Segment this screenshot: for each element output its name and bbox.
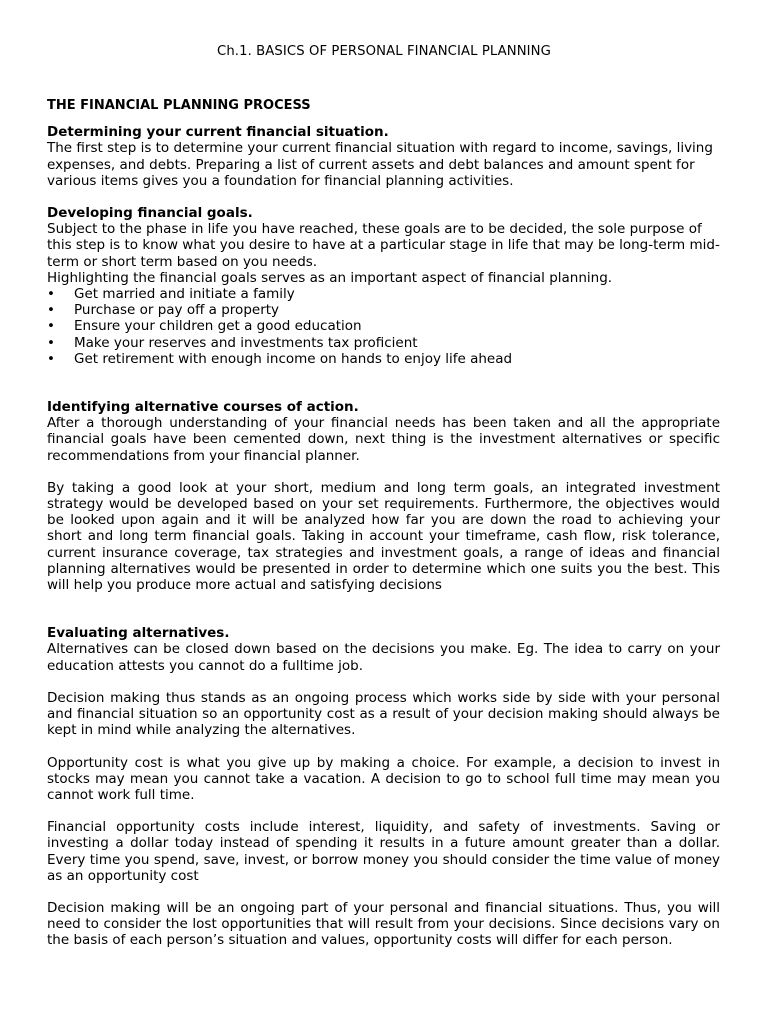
heading-alternative-courses: Identifying alternative courses of action. <box>47 399 359 416</box>
process-title: THE FINANCIAL PLANNING PROCESS <box>47 98 311 113</box>
chapter-title: Ch.1. BASICS OF PERSONAL FINANCIAL PLANNING <box>217 44 551 59</box>
bullet-icon: • <box>47 318 55 335</box>
paragraph-evaluating-1: Alternatives can be closed down based on the decisions you make. Eg. The idea to carry on your education attests you cannot do a fulltime job. <box>47 641 720 674</box>
heading-evaluating-alternatives: Evaluating alternatives. <box>47 625 230 642</box>
paragraph-evaluating-5: Decision making will be an ongoing part of your personal and financial situations. Thus, you will need to consider the lost opportunities that will result from your decisions. Since decisions vary on the basis of each person’s situation and values, opportunity costs will differ for each person. <box>47 899 720 949</box>
list-item: • Ensure your children get a good education <box>47 318 362 335</box>
heading-financial-goals: Developing financial goals. <box>47 205 253 222</box>
bullet-icon: • <box>47 286 55 303</box>
paragraph-evaluating-4: Financial opportunity costs include interest, liquidity, and safety of investments. Saving or investing a dollar today instead of spending it results in a future amount greater than a dollar. Every time you spend, save, invest, or borrow money you should consider the time value of money as an opportunity cost <box>47 819 720 884</box>
paragraph-evaluating-2: Decision making thus stands as an ongoing process which works side by side with your personal and financial situation so an opportunity cost as a result of your decision making should always be kept in mind while analyzing the alternatives. <box>47 689 720 739</box>
document-body <box>47 98 720 949</box>
bullet-icon: • <box>47 334 55 351</box>
bullet-icon: • <box>47 302 55 319</box>
list-item: • Get retirement with enough income on hands to enjoy life ahead <box>47 350 513 367</box>
list-item: • Make your reserves and investments tax proficient <box>47 334 418 351</box>
list-item: • Get married and initiate a family <box>47 286 295 303</box>
paragraph-alternatives-1: After a thorough understanding of your financial needs has been taken and all the appropriate financial goals have been cemented down, next thing is the investment alternatives or specific recommendations from your financial planner. <box>47 415 720 464</box>
paragraph-evaluating-3: Opportunity cost is what you give up by making a choice. For example, a decision to invest in stocks may mean you cannot take a vacation. A decision to go to school full time may mean you cannot work full time. <box>47 754 720 803</box>
paragraph-alternatives-2: By taking a good look at your short, medium and long term goals, an integrated investment strategy would be developed based on your set requirements. Furthermore, the objectives would be looked upon again and it will be analyzed how far you are down the road to achieving your short and long term financial goals. Taking in account your timeframe, cash flow, risk tolerance, current insurance coverage, tax strategies and investment goals, a range of ideas and financial planning alternatives would be presented in order to determine which one suits you the best. This will help you produce more actual and satisfying decisions <box>47 479 720 594</box>
bullet-icon: • <box>47 350 55 367</box>
heading-current-situation: Determining your current financial situation. <box>47 124 389 141</box>
paragraph-current-situation: The first step is to determine your current financial situation with regard to income, savings, living expenses, and debts. Preparing a list of current assets and debt balances and amount spent for various items gives you a foundation for financial planning activities. <box>47 140 713 189</box>
paragraph-goals-intro: Subject to the phase in life you have reached, these goals are to be decided, the sole purpose of this step is to know what you desire to have at a particular stage in life that may be long-term mid-term or short term based on you needs. <box>47 221 720 270</box>
goals-list <box>47 286 720 367</box>
list-item: • Purchase or pay off a property <box>47 302 280 319</box>
paragraph-goals-highlight: Highlighting the financial goals serves as an important aspect of financial planning. <box>47 269 613 286</box>
